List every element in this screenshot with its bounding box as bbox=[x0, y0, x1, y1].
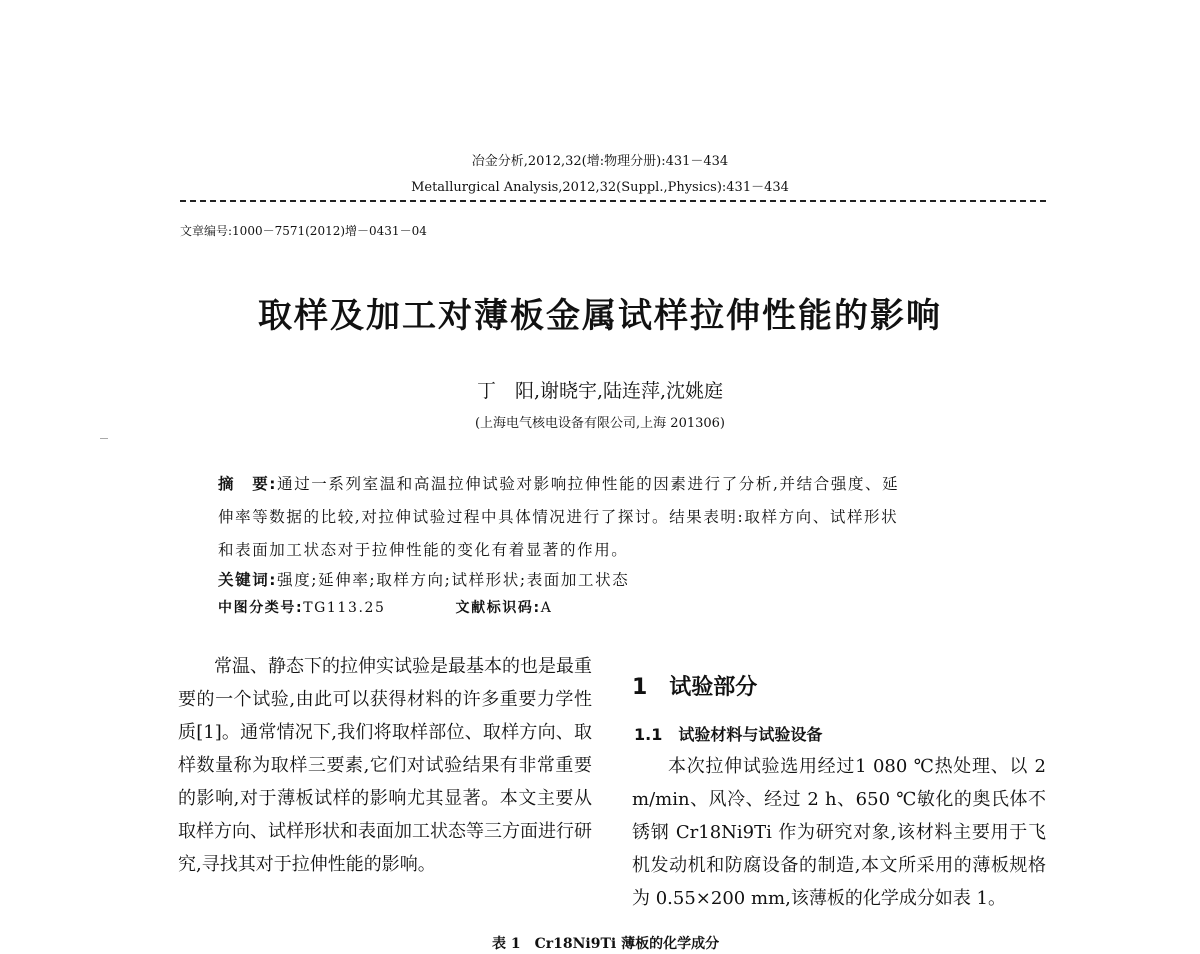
header-rule bbox=[180, 200, 1046, 202]
abstract-line-1: 摘 要:通过一系列室温和高温拉伸试验对影响拉伸性能的因素进行了分析,并结合强度、延 bbox=[218, 475, 900, 493]
table-caption: 表 1 Cr18Ni9Ti 薄板的化学成分 bbox=[492, 936, 720, 952]
abstract-line-2: 伸率等数据的比较,对拉伸试验过程中具体情况进行了探讨。结果表明:取样方向、试样形状 bbox=[218, 508, 899, 526]
margin-mark bbox=[100, 438, 108, 439]
abstract-label: 摘 要: bbox=[218, 475, 278, 493]
section-heading-1-1: 1.1 试验材料与试验设备 bbox=[634, 725, 823, 744]
abstract-line-3: 和表面加工状态对于拉伸性能的变化有着显著的作用。 bbox=[218, 541, 629, 559]
journal-header-en: Metallurgical Analysis,2012,32(Suppl.,Physics):431－434 bbox=[411, 180, 789, 195]
article-id: 文章编号:1000－7571(2012)增－0431－04 bbox=[180, 224, 427, 238]
keywords: 关键词:强度;延伸率;取样方向;试样形状;表面加工状态 bbox=[218, 571, 630, 589]
classification: 中图分类号:TG113.25 文献标识码:A bbox=[218, 600, 553, 616]
paper-title: 取样及加工对薄板金属试样拉伸性能的影响 bbox=[258, 296, 942, 336]
affiliation: (上海电气核电设备有限公司,上海 201306) bbox=[474, 416, 726, 431]
journal-header-cn: 冶金分析,2012,32(增:物理分册):431－434 bbox=[471, 154, 729, 169]
materials-paragraph: 本次拉伸试验选用经过1 080 ℃热处理、以 2 m/min、风冷、经过 2 h、650 ℃敏化的奥氏体不锈钢 Cr18Ni9Ti 作为研究对象,该材料主要用于飞机发动机和防腐设备的制造,本文所采用的薄板规格为 0.55×200 mm,该薄板的化学成分如表 1。 bbox=[632, 756, 1046, 909]
introduction-paragraph: 常温、静态下的拉伸实试验是最基本的也是最重要的一个试验,由此可以获得材料的许多重要力学性质[1]。通常情况下,我们将取样部位、取样方向、取样数量称为取样三要素,它们对试验结果有非常重要的影响,对于薄板试样的影响尤其显著。本文主要从取样方向、试样形状和表面加工状态等三方面进行研究,寻找其对于拉伸性能的影响。 bbox=[178, 656, 592, 875]
section-heading-1: 1 试验部分 bbox=[632, 675, 758, 700]
authors: 丁 阳,谢晓宇,陆连萍,沈姚庭 bbox=[476, 380, 724, 402]
